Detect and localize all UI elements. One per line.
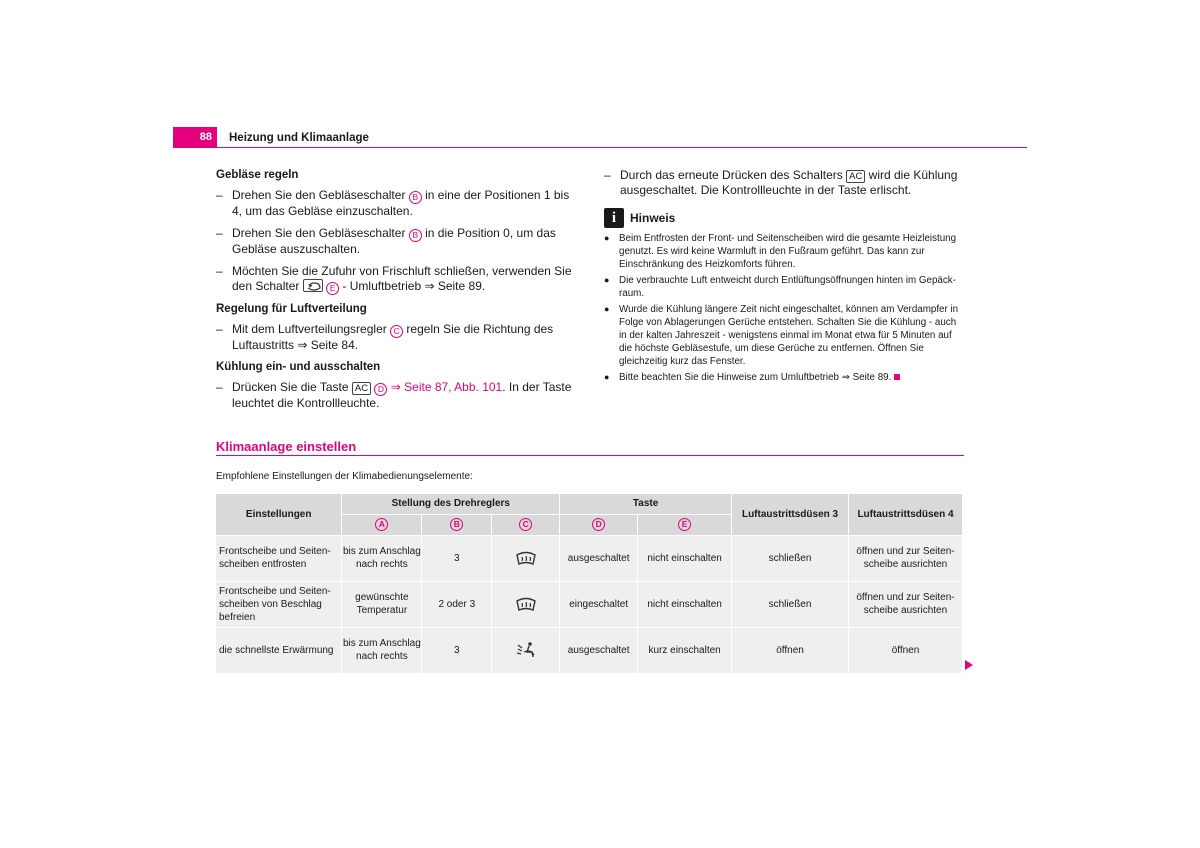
item-text: . In der Taste leuchtet die Kontrollleuchte. xyxy=(232,380,572,410)
list-item xyxy=(216,264,581,295)
note-item xyxy=(604,303,966,368)
settings-table xyxy=(216,494,963,674)
cell-duese-4: öffnen und zur Seitenscheibe ausrichten xyxy=(849,535,963,581)
header-b xyxy=(422,514,492,535)
list-item xyxy=(216,322,581,353)
cell-duese-4: öffnen xyxy=(849,627,963,673)
cell-d: eingeschaltet xyxy=(560,581,638,627)
cell-setting: die schnellste Erwärmung xyxy=(216,627,342,673)
list-item xyxy=(216,226,581,257)
cell-e: kurz einschalten xyxy=(638,627,732,673)
cell-duese-3: öffnen xyxy=(732,627,849,673)
info-icon: i xyxy=(604,208,624,228)
left-column xyxy=(216,168,581,418)
item-text: in eine der Positionen 1 bis 4, um das Gebläse einzuschalten. xyxy=(232,188,570,218)
control-e-marker: E xyxy=(326,282,339,295)
dash: – xyxy=(216,322,223,336)
next-page-arrow-icon xyxy=(965,660,973,670)
control-c-marker: C xyxy=(519,518,532,531)
control-c-marker: C xyxy=(390,325,403,338)
note-item xyxy=(604,232,966,271)
bullet: ● xyxy=(604,304,610,314)
bullet: ● xyxy=(604,275,610,285)
dash: – xyxy=(216,264,223,278)
ac-key: AC xyxy=(352,382,371,395)
right-column xyxy=(604,168,966,387)
table-header-row xyxy=(216,494,963,514)
klima-title: Klimaanlage einstellen xyxy=(216,439,357,454)
hinweis-header xyxy=(604,208,966,228)
cell-e: nicht einschalten xyxy=(638,535,732,581)
bullet: ● xyxy=(604,372,610,382)
kuehlung-title: Kühlung ein- und ausschalten xyxy=(216,361,381,373)
luftverteilung-section xyxy=(216,302,581,353)
klima-divider xyxy=(216,455,964,456)
end-marker-icon xyxy=(894,374,900,380)
kuehlung-section xyxy=(216,360,581,411)
table-row xyxy=(216,627,963,673)
header-c xyxy=(492,514,560,535)
page-number: 88 xyxy=(173,127,217,148)
header-einstellungen: Einstellungen xyxy=(216,494,342,535)
header-duese-3: Luftaustrittsdüsen 3 xyxy=(732,494,849,535)
section-title: Heizung und Klimaanlage xyxy=(229,132,369,144)
list-item xyxy=(216,188,581,219)
item-text: Möchten Sie die Zufuhr von Frischluft schließen, verwenden Sie den Schalter xyxy=(232,264,572,293)
cell-a: bis zum Anschlag nach rechts xyxy=(342,627,422,673)
note-text: Die verbrauchte Luft entweicht durch Entlüftungsöffnungen hinten im Gepäckraum. xyxy=(619,275,956,299)
ac-key: AC xyxy=(846,170,865,183)
windshield-defrost-icon xyxy=(515,595,537,613)
cell-setting: Frontscheibe und Seitenscheiben entfrosten xyxy=(216,535,342,581)
control-a-marker: A xyxy=(375,518,388,531)
note-text: Beim Entfrosten der Front- und Seitenscheiben wird die gesamte Heizleistung genutzt. Es wird keine Warmluft in den Fußraum geführt. Das kann zur Einschränkung des Heizkomforts führen. xyxy=(619,233,957,270)
control-d-marker: D xyxy=(374,383,387,396)
header-e xyxy=(638,514,732,535)
cell-b: 2 oder 3 xyxy=(422,581,492,627)
cell-duese-3: schließen xyxy=(732,581,849,627)
item-text: Mit dem Luftverteilungsregler xyxy=(232,322,387,336)
header-d xyxy=(560,514,638,535)
cell-duese-4: öffnen und zur Seitenscheibe ausrichten xyxy=(849,581,963,627)
windshield-defrost-icon xyxy=(515,549,537,567)
list-item xyxy=(604,168,966,198)
cell-d: ausgeschaltet xyxy=(560,535,638,581)
luftverteilung-title: Regelung für Luftverteilung xyxy=(216,303,367,315)
cell-a: gewünschte Temperatur xyxy=(342,581,422,627)
klima-intro: Empfohlene Einstellungen der Klimabedienungselemente: xyxy=(216,471,473,482)
table-row xyxy=(216,581,963,627)
item-text: Drehen Sie den Gebläseschalter xyxy=(232,226,406,240)
dash: – xyxy=(604,168,611,182)
hinweis-title: Hinweis xyxy=(630,210,676,225)
cell-duese-3: schließen xyxy=(732,535,849,581)
cell-b: 3 xyxy=(422,535,492,581)
cell-c xyxy=(492,627,560,673)
header-duese-4: Luftaustrittsdüsen 4 xyxy=(849,494,963,535)
cell-setting: Frontscheibe und Seitenscheiben von Beschlag befreien xyxy=(216,581,342,627)
dash: – xyxy=(216,188,223,202)
item-text: Durch das erneute Drücken des Schalters xyxy=(620,168,843,182)
cell-b: 3 xyxy=(422,627,492,673)
header-stellung: Stellung des Drehreglers xyxy=(342,494,560,514)
footwell-defrost-icon xyxy=(515,641,537,659)
list-item xyxy=(216,380,581,411)
table-row xyxy=(216,535,963,581)
item-text: Drücken Sie die Taste xyxy=(232,380,349,394)
item-text: wird die Kühlung ausgeschaltet. Die Kontrollleuchte in der Taste erlischt. xyxy=(620,168,958,197)
item-text: in die Position 0, um das Gebläse auszuschalten. xyxy=(232,226,556,256)
control-b-marker: B xyxy=(450,518,463,531)
header-divider xyxy=(173,147,1027,148)
cell-c xyxy=(492,535,560,581)
geblaese-section xyxy=(216,168,581,295)
cell-e: nicht einschalten xyxy=(638,581,732,627)
item-text: Drehen Sie den Gebläseschalter xyxy=(232,188,406,202)
dash: – xyxy=(216,226,223,240)
note-item xyxy=(604,274,966,300)
bullet: ● xyxy=(604,233,610,243)
header-taste: Taste xyxy=(560,494,732,514)
note-text: Wurde die Kühlung längere Zeit nicht eingeschaltet, können am Verdampfer in Folge von Ablagerungen Gerüche entstehen. Schalten Sie die Kühlung - auch in der kalten Jahreszeit - wenigstens einmal im Monat etwa für 5 Minuten auf die höchste Gebläsestufe, um diese Gerüche zu entfernen. Öffnen Sie gleichzeitig kurz das Fenster. xyxy=(619,304,959,367)
recirculation-key-icon xyxy=(303,279,323,292)
item-text: - Umluftbetrieb ⇒ Seite 89. xyxy=(342,279,486,293)
note-item xyxy=(604,371,966,384)
cell-d: ausgeschaltet xyxy=(560,627,638,673)
item-text: regeln Sie die Richtung des Luftaustritts ⇒ Seite 84. xyxy=(232,322,554,352)
cell-c xyxy=(492,581,560,627)
control-b-marker: B xyxy=(409,229,422,242)
control-e-marker: E xyxy=(678,518,691,531)
note-text: Bitte beachten Sie die Hinweise zum Umluftbetrieb ⇒ Seite 89. xyxy=(619,372,892,383)
page-reference-link[interactable]: ⇒ Seite 87, Abb. 101 xyxy=(390,380,503,394)
control-d-marker: D xyxy=(592,518,605,531)
geblaese-title: Gebläse regeln xyxy=(216,169,299,181)
control-b-marker: B xyxy=(409,191,422,204)
cell-a: bis zum Anschlag nach rechts xyxy=(342,535,422,581)
header-a xyxy=(342,514,422,535)
dash: – xyxy=(216,380,223,394)
